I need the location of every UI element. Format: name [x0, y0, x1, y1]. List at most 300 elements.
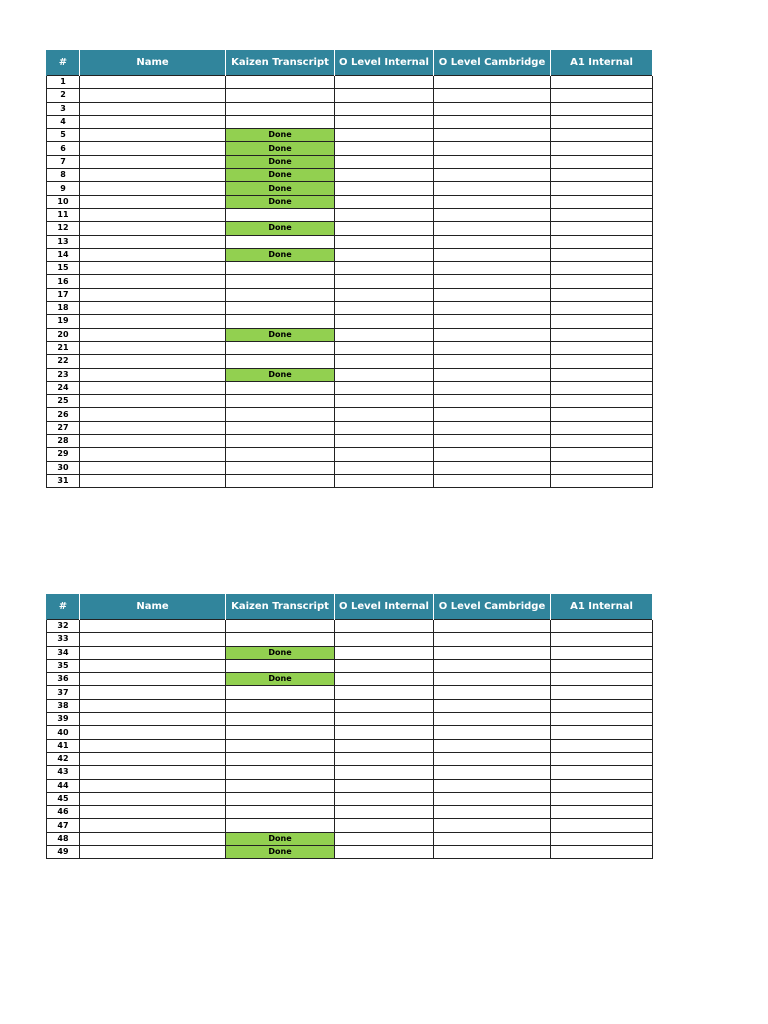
cell-o-level-internal[interactable] [335, 448, 434, 461]
cell-num[interactable]: 47 [47, 819, 80, 832]
cell-num[interactable]: 2 [47, 89, 80, 102]
cell-a1-internal[interactable] [551, 686, 653, 699]
cell-name[interactable] [80, 195, 226, 208]
cell-a1-internal[interactable] [551, 302, 653, 315]
cell-a1-internal[interactable] [551, 328, 653, 341]
cell-o-level-cambridge[interactable] [434, 699, 551, 712]
cell-kaizen-transcript[interactable] [226, 806, 335, 819]
cell-o-level-cambridge[interactable] [434, 713, 551, 726]
cell-num[interactable]: 35 [47, 659, 80, 672]
cell-a1-internal[interactable] [551, 646, 653, 659]
cell-a1-internal[interactable] [551, 766, 653, 779]
cell-a1-internal[interactable] [551, 752, 653, 765]
cell-o-level-cambridge[interactable] [434, 620, 551, 633]
cell-o-level-cambridge[interactable] [434, 435, 551, 448]
cell-o-level-cambridge[interactable] [434, 155, 551, 168]
cell-num[interactable]: 5 [47, 129, 80, 142]
cell-a1-internal[interactable] [551, 408, 653, 421]
cell-num[interactable]: 38 [47, 699, 80, 712]
cell-name[interactable] [80, 832, 226, 845]
cell-o-level-internal[interactable] [335, 155, 434, 168]
cell-name[interactable] [80, 806, 226, 819]
cell-name[interactable] [80, 368, 226, 381]
cell-name[interactable] [80, 302, 226, 315]
cell-a1-internal[interactable] [551, 195, 653, 208]
cell-num[interactable]: 26 [47, 408, 80, 421]
cell-num[interactable]: 15 [47, 262, 80, 275]
cell-o-level-cambridge[interactable] [434, 302, 551, 315]
cell-o-level-cambridge[interactable] [434, 779, 551, 792]
cell-num[interactable]: 18 [47, 302, 80, 315]
cell-kaizen-transcript[interactable] [226, 288, 335, 301]
cell-o-level-internal[interactable] [335, 208, 434, 221]
cell-o-level-cambridge[interactable] [434, 739, 551, 752]
cell-num[interactable]: 27 [47, 421, 80, 434]
table-row [47, 115, 653, 128]
table-row [47, 713, 653, 726]
cell-kaizen-transcript[interactable] [226, 739, 335, 752]
cell-num[interactable]: 3 [47, 102, 80, 115]
table-row [47, 819, 653, 832]
cell-a1-internal[interactable] [551, 620, 653, 633]
cell-a1-internal[interactable] [551, 275, 653, 288]
cell-num[interactable]: 4 [47, 115, 80, 128]
cell-a1-internal[interactable] [551, 381, 653, 394]
cell-o-level-cambridge[interactable] [434, 222, 551, 235]
cell-o-level-internal[interactable] [335, 89, 434, 102]
cell-name[interactable] [80, 129, 226, 142]
cell-kaizen-transcript[interactable]: Done [226, 368, 335, 381]
cell-kaizen-transcript[interactable] [226, 262, 335, 275]
cell-kaizen-transcript[interactable]: Done [226, 832, 335, 845]
cell-num[interactable]: 1 [47, 76, 80, 89]
cell-kaizen-transcript[interactable]: Done [226, 129, 335, 142]
cell-num[interactable]: 19 [47, 315, 80, 328]
cell-a1-internal[interactable] [551, 129, 653, 142]
cell-num[interactable]: 39 [47, 713, 80, 726]
cell-num[interactable]: 11 [47, 208, 80, 221]
cell-o-level-internal[interactable] [335, 341, 434, 354]
cell-o-level-cambridge[interactable] [434, 208, 551, 221]
cell-kaizen-transcript[interactable] [226, 633, 335, 646]
cell-o-level-cambridge[interactable] [434, 102, 551, 115]
cell-o-level-internal[interactable] [335, 713, 434, 726]
cell-name[interactable] [80, 288, 226, 301]
cell-num[interactable]: 40 [47, 726, 80, 739]
cell-kaizen-transcript[interactable]: Done [226, 846, 335, 859]
cell-kaizen-transcript[interactable] [226, 779, 335, 792]
cell-o-level-cambridge[interactable] [434, 328, 551, 341]
cell-o-level-cambridge[interactable] [434, 129, 551, 142]
cell-a1-internal[interactable] [551, 779, 653, 792]
cell-kaizen-transcript[interactable] [226, 235, 335, 248]
cell-o-level-internal[interactable] [335, 806, 434, 819]
cell-num[interactable]: 34 [47, 646, 80, 659]
cell-name[interactable] [80, 766, 226, 779]
cell-o-level-cambridge[interactable] [434, 819, 551, 832]
cell-o-level-internal[interactable] [335, 395, 434, 408]
cell-name[interactable] [80, 686, 226, 699]
cell-o-level-cambridge[interactable] [434, 235, 551, 248]
cell-o-level-cambridge[interactable] [434, 792, 551, 805]
cell-a1-internal[interactable] [551, 169, 653, 182]
cell-o-level-cambridge[interactable] [434, 673, 551, 686]
cell-name[interactable] [80, 726, 226, 739]
cell-name[interactable] [80, 779, 226, 792]
cell-num[interactable]: 10 [47, 195, 80, 208]
cell-o-level-cambridge[interactable] [434, 115, 551, 128]
cell-kaizen-transcript[interactable] [226, 726, 335, 739]
cell-kaizen-transcript[interactable] [226, 115, 335, 128]
cell-kaizen-transcript[interactable] [226, 275, 335, 288]
cell-kaizen-transcript[interactable] [226, 76, 335, 89]
cell-a1-internal[interactable] [551, 474, 653, 487]
cell-o-level-internal[interactable] [335, 633, 434, 646]
cell-num[interactable]: 16 [47, 275, 80, 288]
cell-a1-internal[interactable] [551, 713, 653, 726]
cell-num[interactable]: 41 [47, 739, 80, 752]
cell-name[interactable] [80, 421, 226, 434]
cell-o-level-internal[interactable] [335, 222, 434, 235]
cell-kaizen-transcript[interactable] [226, 381, 335, 394]
cell-o-level-cambridge[interactable] [434, 659, 551, 672]
cell-o-level-internal[interactable] [335, 248, 434, 261]
cell-o-level-internal[interactable] [335, 766, 434, 779]
cell-num[interactable]: 42 [47, 752, 80, 765]
cell-o-level-cambridge[interactable] [434, 408, 551, 421]
cell-o-level-cambridge[interactable] [434, 142, 551, 155]
table-row [47, 421, 653, 434]
cell-a1-internal[interactable] [551, 208, 653, 221]
cell-o-level-internal[interactable] [335, 235, 434, 248]
cell-name[interactable] [80, 235, 226, 248]
cell-kaizen-transcript[interactable]: Done [226, 673, 335, 686]
cell-name[interactable] [80, 395, 226, 408]
cell-a1-internal[interactable] [551, 222, 653, 235]
cell-a1-internal[interactable] [551, 142, 653, 155]
cell-a1-internal[interactable] [551, 819, 653, 832]
cell-a1-internal[interactable] [551, 89, 653, 102]
cell-o-level-internal[interactable] [335, 355, 434, 368]
cell-kaizen-transcript[interactable]: Done [226, 248, 335, 261]
cell-name[interactable] [80, 620, 226, 633]
cell-o-level-internal[interactable] [335, 673, 434, 686]
table-row [47, 435, 653, 448]
cell-o-level-internal[interactable] [335, 792, 434, 805]
cell-o-level-cambridge[interactable] [434, 355, 551, 368]
cell-num[interactable]: 28 [47, 435, 80, 448]
cell-o-level-internal[interactable] [335, 76, 434, 89]
cell-kaizen-transcript[interactable] [226, 474, 335, 487]
cell-num[interactable]: 22 [47, 355, 80, 368]
cell-o-level-internal[interactable] [335, 381, 434, 394]
cell-num[interactable]: 44 [47, 779, 80, 792]
cell-num[interactable]: 49 [47, 846, 80, 859]
cell-o-level-cambridge[interactable] [434, 89, 551, 102]
cell-num[interactable]: 9 [47, 182, 80, 195]
cell-a1-internal[interactable] [551, 739, 653, 752]
cell-o-level-internal[interactable] [335, 115, 434, 128]
cell-num[interactable]: 32 [47, 620, 80, 633]
cell-kaizen-transcript[interactable]: Done [226, 328, 335, 341]
cell-o-level-cambridge[interactable] [434, 646, 551, 659]
cell-kaizen-transcript[interactable] [226, 819, 335, 832]
cell-kaizen-transcript[interactable] [226, 699, 335, 712]
cell-o-level-internal[interactable] [335, 302, 434, 315]
cell-a1-internal[interactable] [551, 435, 653, 448]
cell-o-level-internal[interactable] [335, 726, 434, 739]
cell-o-level-internal[interactable] [335, 699, 434, 712]
cell-o-level-cambridge[interactable] [434, 474, 551, 487]
cell-kaizen-transcript[interactable] [226, 713, 335, 726]
cell-kaizen-transcript[interactable]: Done [226, 646, 335, 659]
cell-kaizen-transcript[interactable] [226, 102, 335, 115]
cell-o-level-cambridge[interactable] [434, 461, 551, 474]
cell-num[interactable]: 21 [47, 341, 80, 354]
cell-name[interactable] [80, 102, 226, 115]
cell-a1-internal[interactable] [551, 395, 653, 408]
cell-o-level-cambridge[interactable] [434, 846, 551, 859]
cell-o-level-internal[interactable] [335, 421, 434, 434]
cell-o-level-internal[interactable] [335, 779, 434, 792]
cell-kaizen-transcript[interactable] [226, 461, 335, 474]
cell-o-level-cambridge[interactable] [434, 288, 551, 301]
cell-name[interactable] [80, 819, 226, 832]
cell-o-level-cambridge[interactable] [434, 169, 551, 182]
cell-num[interactable]: 23 [47, 368, 80, 381]
cell-kaizen-transcript[interactable] [226, 792, 335, 805]
cell-o-level-internal[interactable] [335, 659, 434, 672]
cell-a1-internal[interactable] [551, 368, 653, 381]
cell-o-level-internal[interactable] [335, 832, 434, 845]
cell-name[interactable] [80, 328, 226, 341]
cell-a1-internal[interactable] [551, 102, 653, 115]
cell-o-level-cambridge[interactable] [434, 315, 551, 328]
cell-o-level-cambridge[interactable] [434, 421, 551, 434]
cell-o-level-internal[interactable] [335, 752, 434, 765]
cell-num[interactable]: 17 [47, 288, 80, 301]
cell-kaizen-transcript[interactable] [226, 89, 335, 102]
cell-a1-internal[interactable] [551, 421, 653, 434]
cell-o-level-internal[interactable] [335, 408, 434, 421]
cell-a1-internal[interactable] [551, 659, 653, 672]
cell-a1-internal[interactable] [551, 355, 653, 368]
cell-kaizen-transcript[interactable]: Done [226, 169, 335, 182]
cell-name[interactable] [80, 739, 226, 752]
cell-a1-internal[interactable] [551, 288, 653, 301]
cell-o-level-cambridge[interactable] [434, 182, 551, 195]
cell-num[interactable]: 7 [47, 155, 80, 168]
cell-o-level-cambridge[interactable] [434, 766, 551, 779]
cell-a1-internal[interactable] [551, 461, 653, 474]
cell-num[interactable]: 36 [47, 673, 80, 686]
cell-num[interactable]: 6 [47, 142, 80, 155]
cell-name[interactable] [80, 792, 226, 805]
cell-name[interactable] [80, 846, 226, 859]
cell-name[interactable] [80, 76, 226, 89]
cell-num[interactable]: 14 [47, 248, 80, 261]
cell-name[interactable] [80, 275, 226, 288]
cell-num[interactable]: 29 [47, 448, 80, 461]
cell-name[interactable] [80, 248, 226, 261]
cell-name[interactable] [80, 713, 226, 726]
cell-o-level-internal[interactable] [335, 739, 434, 752]
cell-kaizen-transcript[interactable] [226, 435, 335, 448]
cell-a1-internal[interactable] [551, 699, 653, 712]
cell-kaizen-transcript[interactable]: Done [226, 222, 335, 235]
cell-kaizen-transcript[interactable] [226, 208, 335, 221]
cell-num[interactable]: 8 [47, 169, 80, 182]
cell-name[interactable] [80, 222, 226, 235]
cell-o-level-cambridge[interactable] [434, 752, 551, 765]
cell-num[interactable]: 13 [47, 235, 80, 248]
cell-a1-internal[interactable] [551, 673, 653, 686]
cell-name[interactable] [80, 752, 226, 765]
cell-a1-internal[interactable] [551, 832, 653, 845]
cell-kaizen-transcript[interactable]: Done [226, 195, 335, 208]
cell-name[interactable] [80, 659, 226, 672]
cell-kaizen-transcript[interactable] [226, 341, 335, 354]
cell-name[interactable] [80, 142, 226, 155]
cell-o-level-internal[interactable] [335, 275, 434, 288]
cell-o-level-cambridge[interactable] [434, 368, 551, 381]
cell-o-level-internal[interactable] [335, 262, 434, 275]
cell-name[interactable] [80, 155, 226, 168]
cell-num[interactable]: 46 [47, 806, 80, 819]
cell-name[interactable] [80, 89, 226, 102]
cell-a1-internal[interactable] [551, 155, 653, 168]
cell-kaizen-transcript[interactable] [226, 395, 335, 408]
cell-name[interactable] [80, 169, 226, 182]
cell-name[interactable] [80, 408, 226, 421]
cell-o-level-internal[interactable] [335, 315, 434, 328]
cell-kaizen-transcript[interactable] [226, 766, 335, 779]
cell-kaizen-transcript[interactable]: Done [226, 182, 335, 195]
cell-o-level-cambridge[interactable] [434, 275, 551, 288]
cell-name[interactable] [80, 699, 226, 712]
cell-name[interactable] [80, 461, 226, 474]
cell-kaizen-transcript[interactable] [226, 620, 335, 633]
cell-name[interactable] [80, 341, 226, 354]
cell-o-level-cambridge[interactable] [434, 381, 551, 394]
cell-o-level-cambridge[interactable] [434, 195, 551, 208]
cell-o-level-internal[interactable] [335, 288, 434, 301]
cell-a1-internal[interactable] [551, 315, 653, 328]
cell-a1-internal[interactable] [551, 846, 653, 859]
cell-a1-internal[interactable] [551, 76, 653, 89]
cell-o-level-internal[interactable] [335, 435, 434, 448]
cell-kaizen-transcript[interactable] [226, 355, 335, 368]
cell-name[interactable] [80, 435, 226, 448]
cell-kaizen-transcript[interactable] [226, 752, 335, 765]
cell-name[interactable] [80, 381, 226, 394]
cell-o-level-cambridge[interactable] [434, 633, 551, 646]
cell-o-level-internal[interactable] [335, 461, 434, 474]
cell-a1-internal[interactable] [551, 806, 653, 819]
cell-o-level-internal[interactable] [335, 182, 434, 195]
cell-o-level-cambridge[interactable] [434, 832, 551, 845]
cell-num[interactable]: 24 [47, 381, 80, 394]
cell-kaizen-transcript[interactable] [226, 408, 335, 421]
cell-kaizen-transcript[interactable] [226, 686, 335, 699]
cell-o-level-cambridge[interactable] [434, 806, 551, 819]
cell-o-level-internal[interactable] [335, 686, 434, 699]
cell-kaizen-transcript[interactable]: Done [226, 142, 335, 155]
cell-kaizen-transcript[interactable] [226, 302, 335, 315]
cell-o-level-cambridge[interactable] [434, 248, 551, 261]
cell-a1-internal[interactable] [551, 792, 653, 805]
cell-name[interactable] [80, 115, 226, 128]
cell-o-level-internal[interactable] [335, 620, 434, 633]
cell-o-level-cambridge[interactable] [434, 686, 551, 699]
cell-kaizen-transcript[interactable] [226, 659, 335, 672]
cell-name[interactable] [80, 633, 226, 646]
cell-a1-internal[interactable] [551, 235, 653, 248]
cell-name[interactable] [80, 673, 226, 686]
cell-o-level-cambridge[interactable] [434, 262, 551, 275]
cell-a1-internal[interactable] [551, 341, 653, 354]
cell-o-level-cambridge[interactable] [434, 341, 551, 354]
cell-name[interactable] [80, 355, 226, 368]
cell-o-level-internal[interactable] [335, 129, 434, 142]
cell-a1-internal[interactable] [551, 262, 653, 275]
cell-o-level-internal[interactable] [335, 328, 434, 341]
cell-o-level-cambridge[interactable] [434, 395, 551, 408]
cell-name[interactable] [80, 262, 226, 275]
cell-o-level-internal[interactable] [335, 142, 434, 155]
cell-num[interactable]: 25 [47, 395, 80, 408]
cell-num[interactable]: 48 [47, 832, 80, 845]
cell-num[interactable]: 30 [47, 461, 80, 474]
cell-kaizen-transcript[interactable] [226, 315, 335, 328]
cell-name[interactable] [80, 448, 226, 461]
cell-a1-internal[interactable] [551, 633, 653, 646]
cell-name[interactable] [80, 182, 226, 195]
cell-o-level-cambridge[interactable] [434, 76, 551, 89]
cell-o-level-cambridge[interactable] [434, 726, 551, 739]
cell-name[interactable] [80, 474, 226, 487]
cell-name[interactable] [80, 315, 226, 328]
cell-num[interactable]: 31 [47, 474, 80, 487]
cell-a1-internal[interactable] [551, 115, 653, 128]
cell-num[interactable]: 20 [47, 328, 80, 341]
cell-o-level-internal[interactable] [335, 646, 434, 659]
cell-name[interactable] [80, 208, 226, 221]
cell-o-level-cambridge[interactable] [434, 448, 551, 461]
table-row [47, 142, 653, 155]
cell-num[interactable]: 33 [47, 633, 80, 646]
cell-kaizen-transcript[interactable]: Done [226, 155, 335, 168]
cell-o-level-internal[interactable] [335, 368, 434, 381]
cell-a1-internal[interactable] [551, 248, 653, 261]
cell-kaizen-transcript[interactable] [226, 448, 335, 461]
cell-kaizen-transcript[interactable] [226, 421, 335, 434]
cell-o-level-internal[interactable] [335, 474, 434, 487]
cell-num[interactable]: 45 [47, 792, 80, 805]
cell-name[interactable] [80, 646, 226, 659]
cell-num[interactable]: 43 [47, 766, 80, 779]
cell-num[interactable]: 12 [47, 222, 80, 235]
cell-o-level-internal[interactable] [335, 102, 434, 115]
cell-o-level-internal[interactable] [335, 819, 434, 832]
cell-a1-internal[interactable] [551, 448, 653, 461]
cell-a1-internal[interactable] [551, 726, 653, 739]
cell-o-level-internal[interactable] [335, 195, 434, 208]
cell-o-level-internal[interactable] [335, 169, 434, 182]
cell-a1-internal[interactable] [551, 182, 653, 195]
cell-o-level-internal[interactable] [335, 846, 434, 859]
cell-num[interactable]: 37 [47, 686, 80, 699]
